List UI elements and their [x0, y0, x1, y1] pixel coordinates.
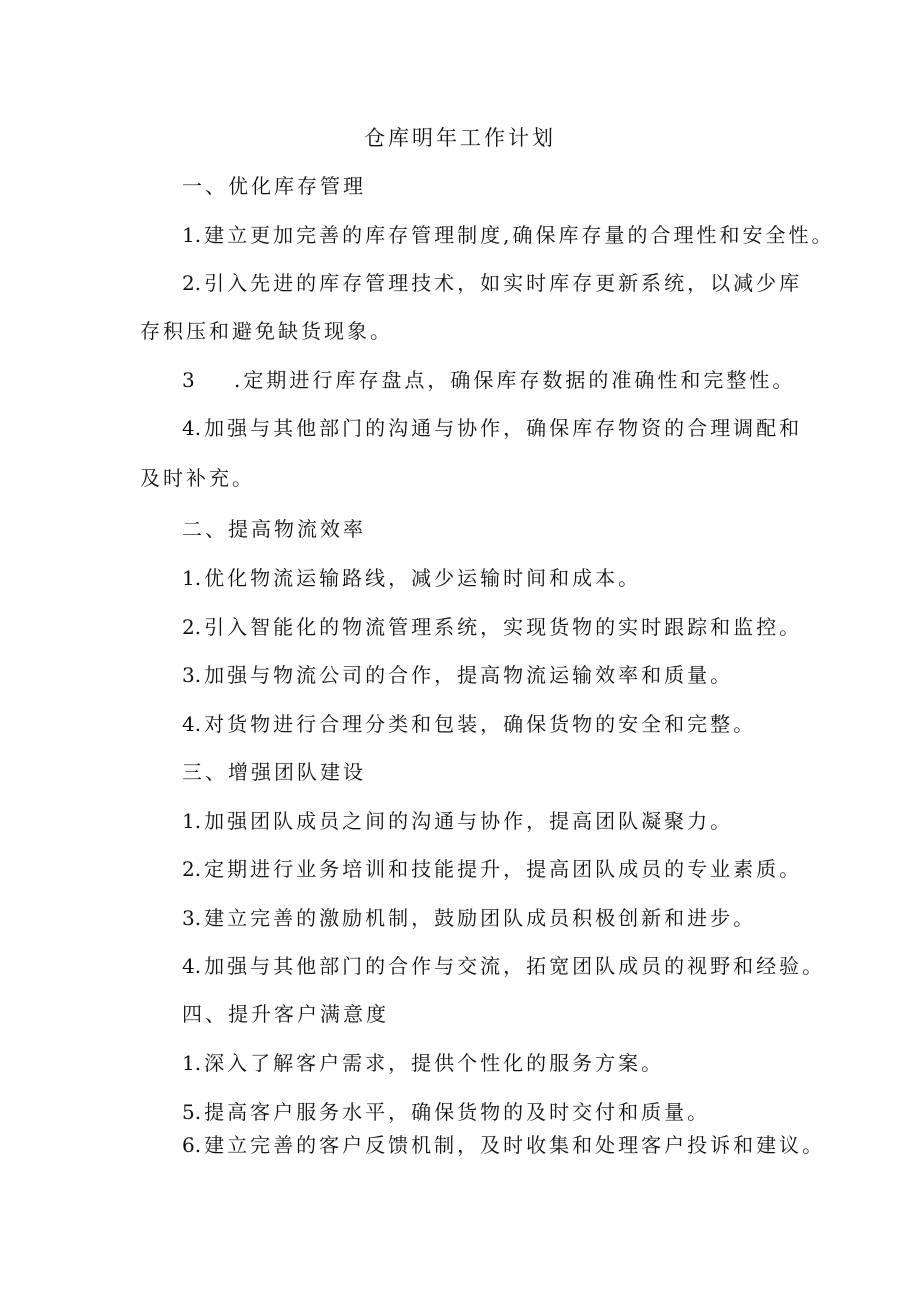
list-item: [182, 368, 795, 392]
item-number: 5: [182, 1100, 195, 1124]
item-number: 3: [182, 368, 195, 392]
item-number: 2: [182, 271, 195, 295]
list-item: [182, 615, 802, 639]
item-text: .提高客户服务水平，确保货物的及时交付和质量。: [194, 1100, 711, 1124]
item-text: .建立完善的激励机制，鼓励团队成员积极创新和进步。: [194, 906, 757, 930]
item-number: 1: [182, 1051, 195, 1075]
item-text: .建立完善的客户反馈机制，及时收集和处理客户投诉和建议。: [194, 1133, 826, 1157]
list-item: [182, 954, 825, 978]
item-text: .加强与物流公司的合作，提高物流运输效率和质量。: [194, 663, 734, 687]
list-item: [182, 566, 641, 590]
item-text: .优化物流运输路线，减少运输时间和成本。: [194, 566, 642, 590]
list-item: [182, 712, 756, 736]
list-item: [182, 416, 802, 440]
item-text: .对货物进行合理分类和包装，确保货物的安全和完整。: [194, 712, 757, 736]
list-item: [182, 663, 733, 687]
list-item: [182, 857, 802, 881]
section-heading: 一、优化库存管理: [182, 174, 366, 198]
list-item: [182, 271, 802, 295]
item-text: .加强团队成员之间的沟通与协作，提高团队凝聚力。: [194, 809, 734, 833]
section-heading: 四、提升客户满意度: [182, 1002, 389, 1026]
item-number: 3: [182, 663, 195, 687]
item-text: .加强与其他部门的沟通与协作，确保库存物资的合理调配和: [194, 416, 803, 440]
document-title: 仓库明年工作计划: [364, 126, 556, 150]
item-number: 1: [182, 223, 195, 247]
list-item: [182, 906, 756, 930]
item-text: .建立更加完善的库存管理制度,确保库存量的合理性和安全性。: [194, 223, 835, 247]
item-number: 2: [182, 857, 195, 881]
item-text-continuation: 存积压和避免缺货现象。: [140, 319, 393, 343]
list-item: [182, 1133, 825, 1157]
section-heading: 二、提高物流效率: [182, 517, 366, 541]
item-text-continuation: 及时补充。: [140, 466, 255, 490]
section-heading: 三、增强团队建设: [182, 760, 366, 784]
item-text: .加强与其他部门的合作与交流，拓宽团队成员的视野和经验。: [194, 954, 826, 978]
list-item: [182, 1100, 710, 1124]
item-number: 4: [182, 416, 195, 440]
item-number: 4: [182, 954, 195, 978]
item-number: 4: [182, 712, 195, 736]
item-number: 2: [182, 615, 195, 639]
list-item: [182, 809, 733, 833]
item-text: .定期进行业务培训和技能提升，提高团队成员的专业素质。: [194, 857, 803, 881]
list-item: [182, 223, 834, 247]
item-number: 1: [182, 566, 195, 590]
item-text: .深入了解客户需求，提供个性化的服务方案。: [194, 1051, 665, 1075]
item-number: 3: [182, 906, 195, 930]
item-text: .引入智能化的物流管理系统，实现货物的实时跟踪和监控。: [194, 615, 803, 639]
item-number: 6: [182, 1133, 195, 1157]
item-number: 1: [182, 809, 195, 833]
item-text: .定期进行库存盘点，确保库存数据的准确性和完整性。: [234, 368, 796, 392]
item-text: .引入先进的库存管理技术，如实时库存更新系统，以减少库: [194, 271, 803, 295]
list-item: [182, 1051, 664, 1075]
